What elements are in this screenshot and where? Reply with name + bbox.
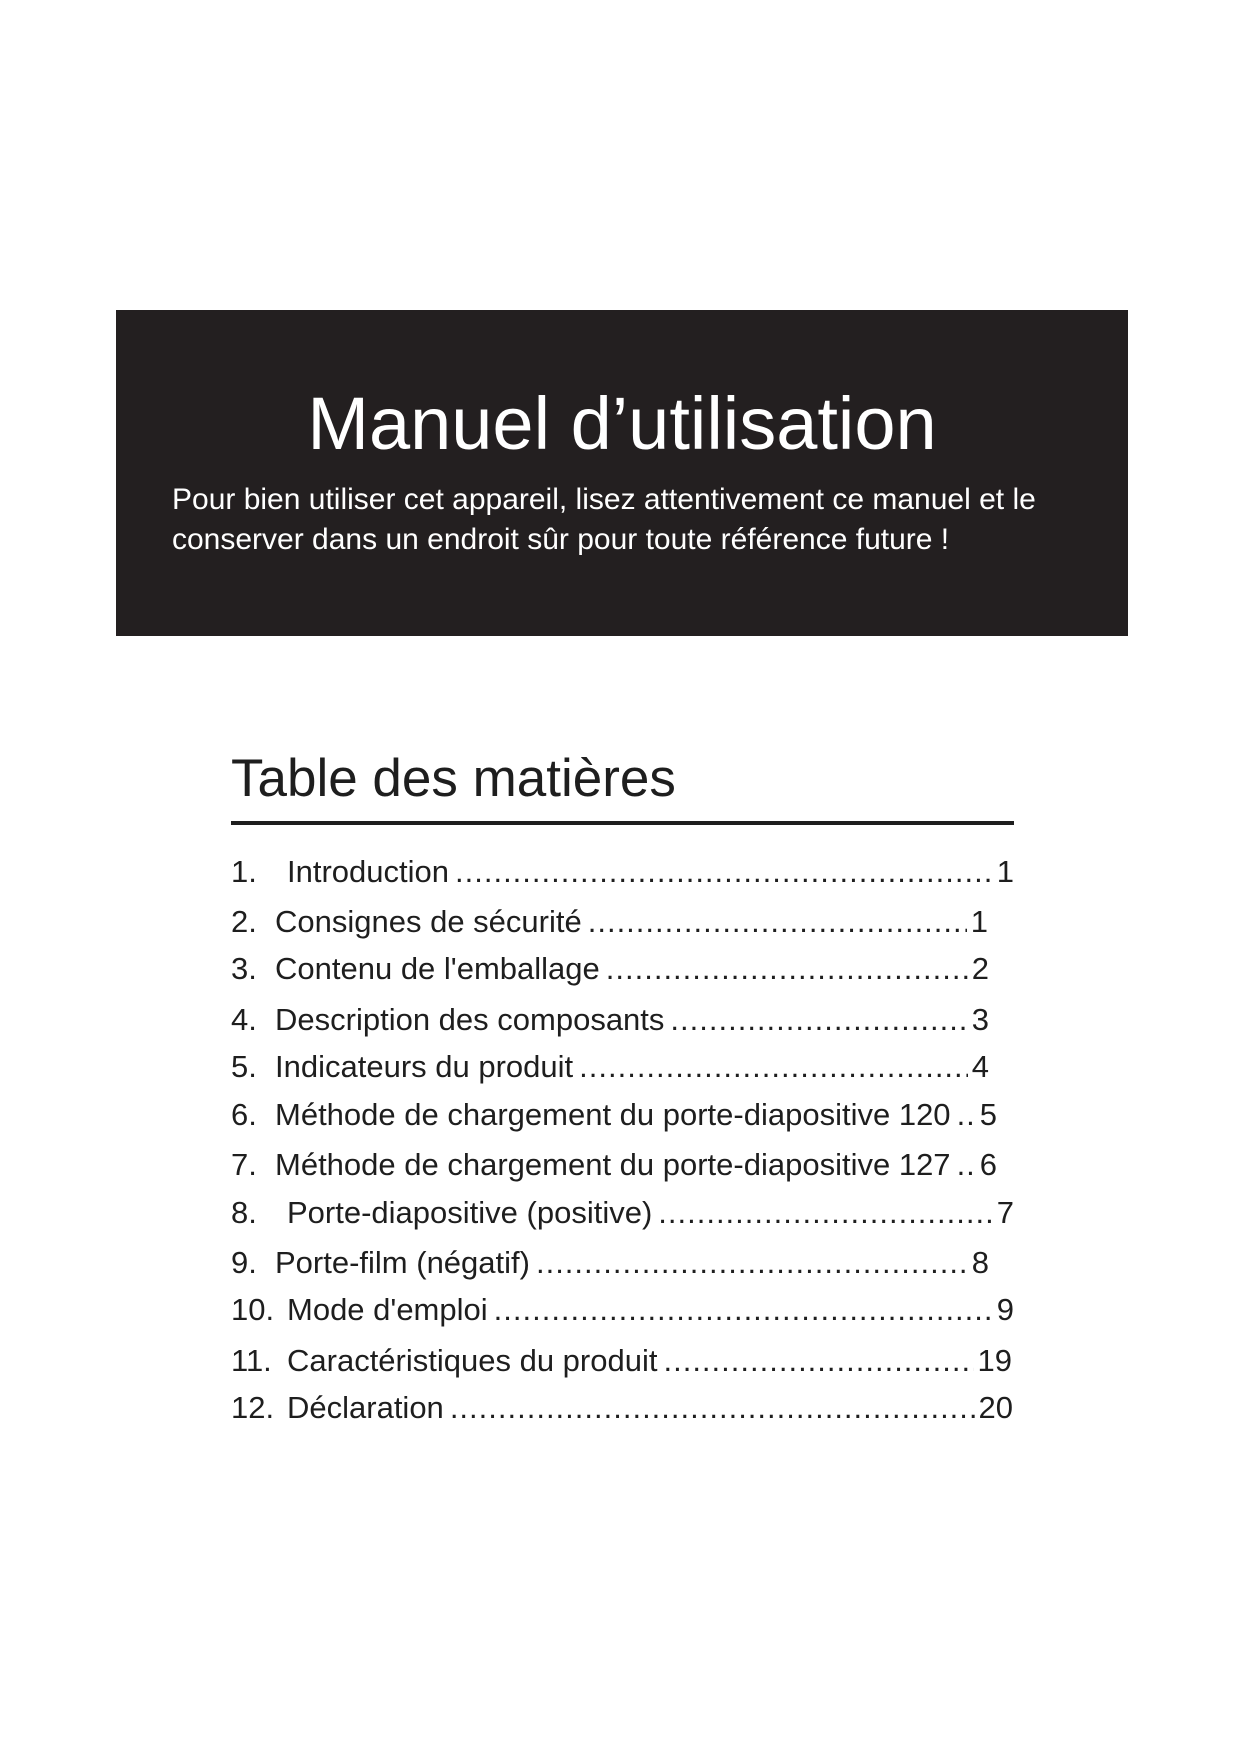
toc-item-page: 2 [971, 951, 989, 986]
toc-item-chargement-120[interactable] [231, 1095, 997, 1135]
toc-leader-dots [579, 1047, 968, 1087]
toc-item-contenu[interactable] [231, 949, 989, 989]
toc-item-number: 9. [231, 1245, 257, 1280]
toc-leader-dots [957, 1095, 976, 1135]
toc-leader-dots [455, 852, 993, 892]
toc-item-chargement-127[interactable] [231, 1145, 997, 1185]
document-title: Manuel d’utilisation [307, 382, 937, 465]
toc-item-number: 8. [231, 1195, 257, 1230]
toc-item-title: Méthode de chargement du porte-diapositive 120 [275, 1097, 951, 1132]
document-subtitle: Pour bien utiliser cet appareil, lisez attentivement ce manuel et le conserver dans un endroit sûr pour toute référence future ! [172, 483, 1036, 556]
toc-item-porte-film[interactable] [231, 1243, 989, 1283]
toc-item-consignes[interactable] [231, 902, 988, 942]
toc-item-description[interactable] [231, 1000, 989, 1040]
toc-item-title: Description des composants [275, 1002, 665, 1037]
toc-item-page: 4 [971, 1049, 989, 1084]
toc-item-indicateurs[interactable] [231, 1047, 989, 1087]
toc-item-title: Porte-diapositive (positive) [287, 1195, 653, 1230]
toc-item-page: 9 [996, 1292, 1014, 1327]
toc-leader-dots [658, 1193, 992, 1233]
toc-item-number: 2. [231, 904, 257, 939]
toc-item-title: Contenu de l'emballage [275, 951, 600, 986]
toc-item-page: 6 [979, 1147, 997, 1182]
toc-item-number: 1. [231, 854, 257, 889]
toc-item-page: 20 [978, 1390, 1013, 1425]
toc-leader-dots [606, 949, 968, 989]
toc-item-number: 6. [231, 1097, 257, 1132]
toc-item-introduction[interactable] [231, 852, 1014, 892]
toc-divider [231, 821, 1014, 825]
toc-item-page: 5 [979, 1097, 997, 1132]
toc-item-title: Porte-film (négatif) [275, 1245, 530, 1280]
toc-item-number: 12. [231, 1390, 275, 1425]
toc-item-page: 7 [996, 1195, 1014, 1230]
toc-leader-dots [536, 1243, 968, 1283]
title-banner [116, 310, 1128, 636]
toc-leader-dots [588, 902, 967, 942]
toc-item-number: 7. [231, 1147, 257, 1182]
toc-item-page: 8 [971, 1245, 989, 1280]
toc-item-title: Introduction [287, 854, 449, 889]
toc-item-number: 11. [231, 1343, 272, 1378]
toc-item-title: Mode d'emploi [287, 1292, 488, 1327]
toc-leader-dots [663, 1341, 973, 1381]
toc-heading: Table des matières [231, 749, 676, 808]
toc-item-title: Caractéristiques du produit [287, 1343, 658, 1378]
toc-item-page: 1 [996, 854, 1014, 889]
toc-item-title: Déclaration [287, 1390, 444, 1425]
toc-item-number: 4. [231, 1002, 257, 1037]
toc-item-number: 3. [231, 951, 257, 986]
toc-item-mode-emploi[interactable] [231, 1290, 1014, 1330]
toc-item-declaration[interactable] [231, 1388, 1013, 1428]
toc-item-number: 5. [231, 1049, 257, 1084]
toc-item-caracteristiques[interactable] [231, 1341, 1012, 1381]
toc-item-page: 3 [971, 1002, 989, 1037]
toc-leader-dots [494, 1290, 993, 1330]
toc-item-title: Indicateurs du produit [275, 1049, 574, 1084]
toc-item-title: Méthode de chargement du porte-diapositive 127 [275, 1147, 951, 1182]
toc-leader-dots [670, 1000, 967, 1040]
toc-item-title: Consignes de sécurité [275, 904, 582, 939]
toc-item-page: 19 [977, 1343, 1012, 1378]
toc-item-porte-diapositive[interactable] [231, 1193, 1014, 1233]
toc-leader-dots [957, 1145, 976, 1185]
toc-item-page: 1 [970, 904, 988, 939]
toc-leader-dots [450, 1388, 975, 1428]
toc-item-number: 10. [231, 1292, 275, 1327]
